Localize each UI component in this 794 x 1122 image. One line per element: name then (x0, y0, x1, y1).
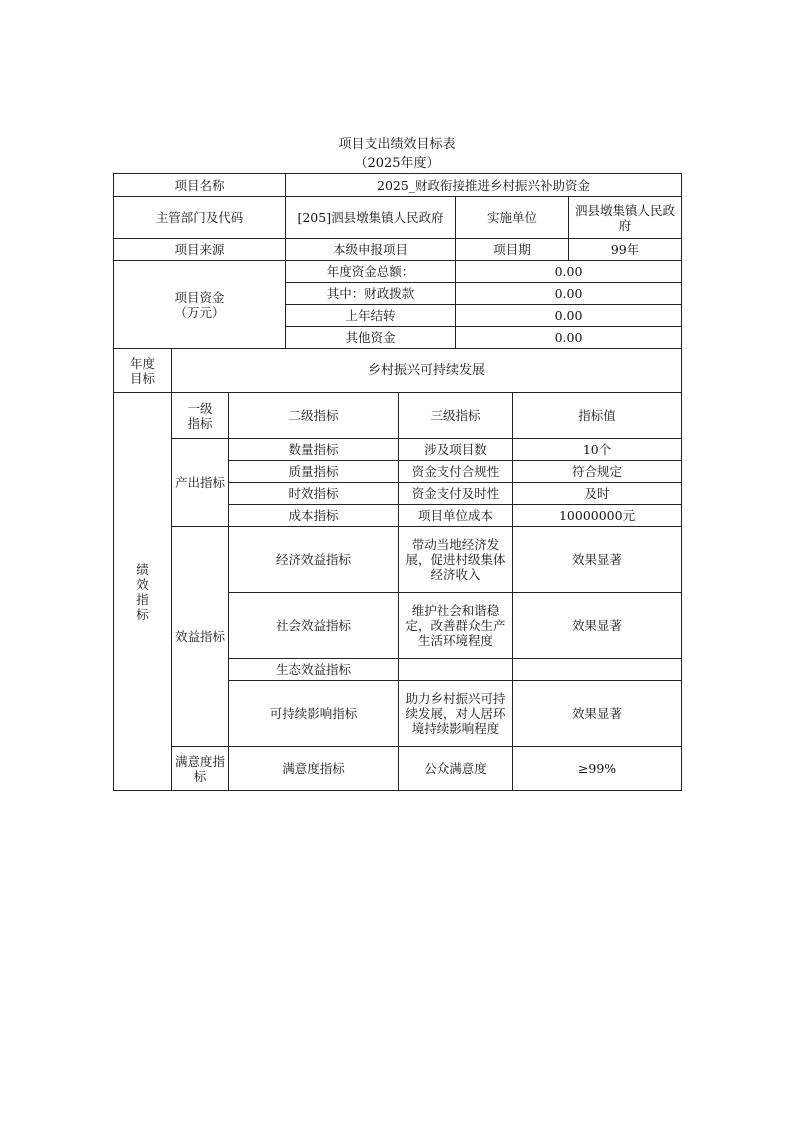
project-fund-label-line1: 项目资金 (174, 289, 225, 305)
project-name-value: 2025_财政衔接推进乡村振兴补助资金 (286, 174, 682, 197)
project-source-label: 项目来源 (114, 239, 286, 261)
satisfaction-level3: 公众满意度 (399, 747, 513, 791)
project-fund-label-line2: （万元） (174, 304, 225, 320)
fund-carryover-label: 上年结转 (286, 305, 456, 327)
satisfaction-level2: 满意度指标 (229, 747, 399, 791)
level3-header: 三级指标 (399, 393, 513, 439)
benefit-level3 (399, 681, 513, 747)
performance-indicator-char: 效 (136, 576, 149, 592)
benefit-level3 (399, 593, 513, 659)
fund-fiscal-label: 其中：财政拨款 (286, 283, 456, 305)
output-value: 10个 (513, 439, 682, 461)
implementing-unit-value: 泗县墩集镇人民政府 (569, 197, 682, 239)
output-indicator-label: 产出指标 (172, 439, 229, 527)
fund-other-label: 其他资金 (286, 327, 456, 349)
benefit-level3-line: 境持续影响程度 (411, 721, 500, 736)
satisfaction-indicator-label (172, 747, 229, 791)
fund-carryover-value: 0.00 (456, 305, 682, 327)
level1-header-line2: 指标 (187, 415, 213, 431)
level1-header-line1: 一级 (187, 400, 213, 416)
project-name-row (114, 174, 682, 197)
department-row (114, 197, 682, 239)
satisfaction-value: ≥99% (513, 747, 682, 791)
performance-target-table (113, 173, 682, 791)
fund-other-value: 0.00 (456, 327, 682, 349)
output-level2: 时效指标 (229, 483, 399, 505)
fund-total-value: 0.00 (456, 261, 682, 283)
project-period-value: 99年 (569, 239, 682, 261)
benefit-level3-line: 带动当地经济发 (411, 537, 500, 552)
benefit-level3-line: 续发展，对人居环 (405, 706, 506, 721)
project-fund-label (114, 261, 286, 349)
benefit-level3-line: 定，改善群众生产 (405, 618, 506, 633)
project-source-value: 本级申报项目 (286, 239, 456, 261)
output-level3: 涉及项目数 (399, 439, 513, 461)
annual-goal-label-line2: 目标 (129, 370, 155, 386)
benefit-level2: 经济效益指标 (229, 527, 399, 593)
output-level2: 成本指标 (229, 505, 399, 527)
indicator-value-header: 指标值 (513, 393, 682, 439)
department-value: [205]泗县墩集镇人民政府 (286, 197, 456, 239)
benefit-level2: 可持续影响指标 (229, 681, 399, 747)
implementing-unit-label: 实施单位 (456, 197, 569, 239)
level2-header: 二级指标 (229, 393, 399, 439)
benefit-indicator-label: 效益指标 (172, 527, 229, 747)
benefit-level3-empty (399, 659, 513, 681)
output-level3: 项目单位成本 (399, 505, 513, 527)
output-indicator-row (114, 439, 682, 461)
output-value: 及时 (513, 483, 682, 505)
annual-goal-value: 乡村振兴可持续发展 (172, 349, 682, 393)
benefit-level3-line: 经济收入 (430, 567, 481, 582)
annual-goal-label-line1: 年度 (129, 355, 155, 371)
performance-indicator-char: 指 (136, 591, 149, 607)
indicator-header-row (114, 393, 682, 439)
benefit-level3-line: 展，促进村级集体 (405, 552, 506, 567)
annual-goal-label (114, 349, 172, 393)
satisfaction-label-line1: 满意度指 (174, 753, 225, 769)
annual-goal-row (114, 349, 682, 393)
project-period-label: 项目期 (456, 239, 569, 261)
benefit-value: 效果显著 (513, 681, 682, 747)
output-level3: 资金支付及时性 (399, 483, 513, 505)
output-level2: 质量指标 (229, 461, 399, 483)
benefit-indicator-row (114, 527, 682, 593)
benefit-level3-line: 助力乡村振兴可持 (405, 691, 506, 706)
benefit-level2: 社会效益指标 (229, 593, 399, 659)
department-label: 主管部门及代码 (114, 197, 286, 239)
source-row (114, 239, 682, 261)
output-level2: 数量指标 (229, 439, 399, 461)
fund-row (114, 261, 682, 283)
performance-indicator-char: 绩 (136, 561, 149, 577)
fund-total-label: 年度资金总额： (286, 261, 456, 283)
form-year: （2025年度） (354, 156, 440, 171)
output-value: 10000000元 (513, 505, 682, 527)
satisfaction-label-line2: 标 (193, 768, 207, 784)
satisfaction-indicator-row (114, 747, 682, 791)
fund-fiscal-value: 0.00 (456, 283, 682, 305)
benefit-value-empty (513, 659, 682, 681)
benefit-level2: 生态效益指标 (229, 659, 399, 681)
benefit-level3-line: 维护社会和谐稳 (411, 603, 500, 618)
benefit-level3 (399, 527, 513, 593)
project-name-label: 项目名称 (114, 174, 286, 197)
level1-header (172, 393, 229, 439)
form-title: 项目支出绩效目标表 (338, 137, 456, 152)
benefit-value: 效果显著 (513, 527, 682, 593)
output-level3: 资金支付合规性 (399, 461, 513, 483)
output-value: 符合规定 (513, 461, 682, 483)
benefit-value: 效果显著 (513, 593, 682, 659)
performance-indicator-char: 标 (136, 606, 149, 622)
benefit-level3-line: 生活环境程度 (418, 633, 494, 648)
performance-indicator-label (114, 393, 172, 791)
